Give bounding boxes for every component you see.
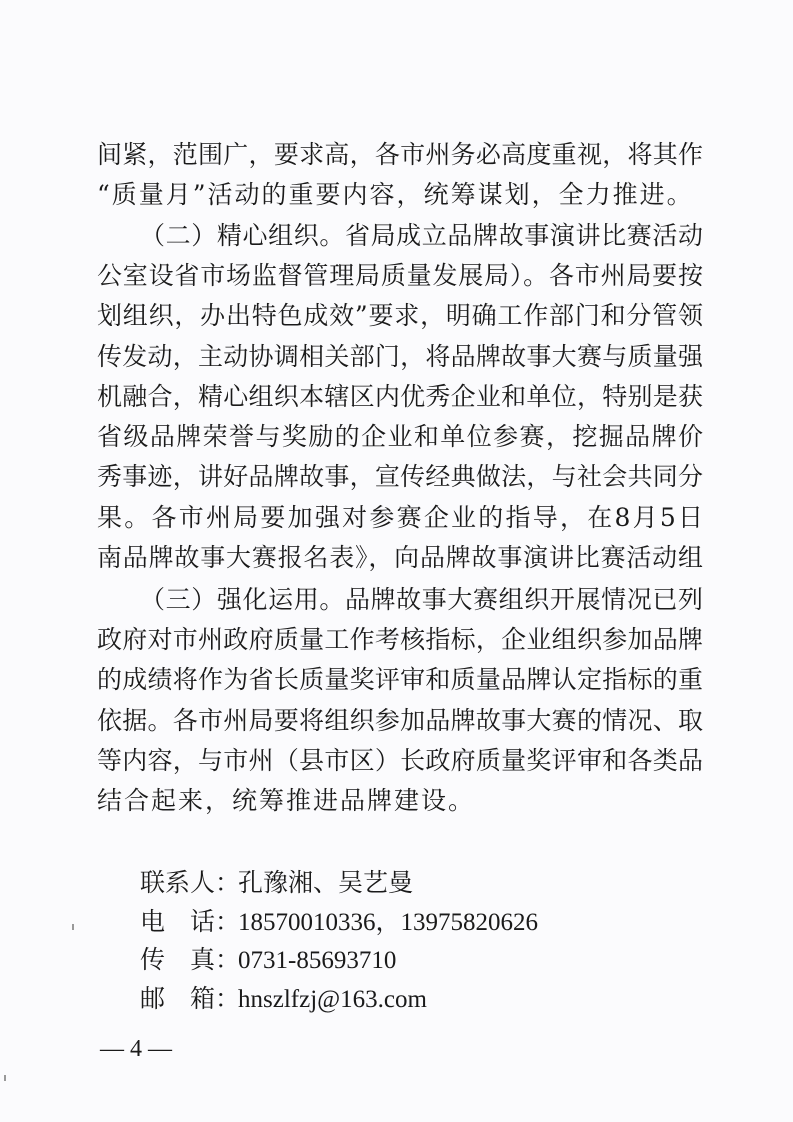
- contact-value[interactable]: hnszlfzj@163.com: [238, 986, 427, 1013]
- text-line: （三）强化运用。品牌故事大赛组织开展情况已列: [140, 585, 703, 614]
- text-line: 传发动，主动协调相关部门，将品牌故事大赛与质量强: [97, 342, 703, 371]
- contact-value: 孔豫湘、吴艺曼: [238, 868, 414, 897]
- contact-fax: [140, 944, 396, 977]
- text-line: （二）精心组织。省局成立品牌故事演讲比赛活动: [140, 221, 703, 250]
- text-line: 南品牌故事大赛报名表》，向品牌故事演讲比赛活动组: [97, 543, 703, 572]
- text-line: 政府对市州政府质量工作考核指标，企业组织参加品牌: [97, 625, 703, 654]
- text-line: 间紧，范围广，要求高，各市州务必高度重视，将其作: [97, 140, 703, 169]
- page-number: — 4 —: [100, 1036, 172, 1062]
- contact-label: 传 真：: [140, 945, 241, 974]
- contact-person: [140, 867, 413, 899]
- text-line: 的成绩将作为省长质量奖评审和质量品牌认定指标的重: [97, 665, 703, 694]
- contact-label: 电 话：: [140, 907, 241, 936]
- text-line: 结合起来，统筹推进品牌建设。: [97, 786, 476, 815]
- contact-label: 邮 箱：: [140, 984, 241, 1013]
- text-line: 公室设省市场监督管理局质量发展局）。各市州局要按: [97, 261, 703, 290]
- text-line: “质量月”活动的重要内容，统筹谋划，全力推进。: [97, 180, 694, 209]
- text-line: 划组织，办出特色成效”要求，明确工作部门和分管领: [97, 301, 703, 330]
- scan-speck: [72, 924, 74, 930]
- contact-email: [140, 983, 427, 1016]
- text-line: 秀事迹，讲好品牌故事，宣传经典做法，与社会共同分: [97, 462, 703, 491]
- text-line: 等内容，与市州（县市区）长政府质量奖评审和各类品: [97, 746, 703, 775]
- text-line: 省级品牌荣誉与奖励的企业和单位参赛，挖掘品牌价: [97, 422, 703, 451]
- contact-phone: [140, 906, 538, 939]
- text-line: 果。各市州局要加强对参赛企业的指导，在8月5日: [97, 503, 703, 532]
- contact-value: 18570010336，13975820626: [238, 909, 539, 936]
- text-line: 机融合，精心组织本辖区内优秀企业和单位，特别是获: [97, 382, 703, 411]
- contact-value: 0731-85693710: [238, 947, 397, 974]
- scan-speck: [4, 1075, 6, 1081]
- contact-label: 联系人：: [140, 868, 241, 897]
- text-line: 依据。各市州局要将组织参加品牌故事大赛的情况、取: [97, 706, 703, 735]
